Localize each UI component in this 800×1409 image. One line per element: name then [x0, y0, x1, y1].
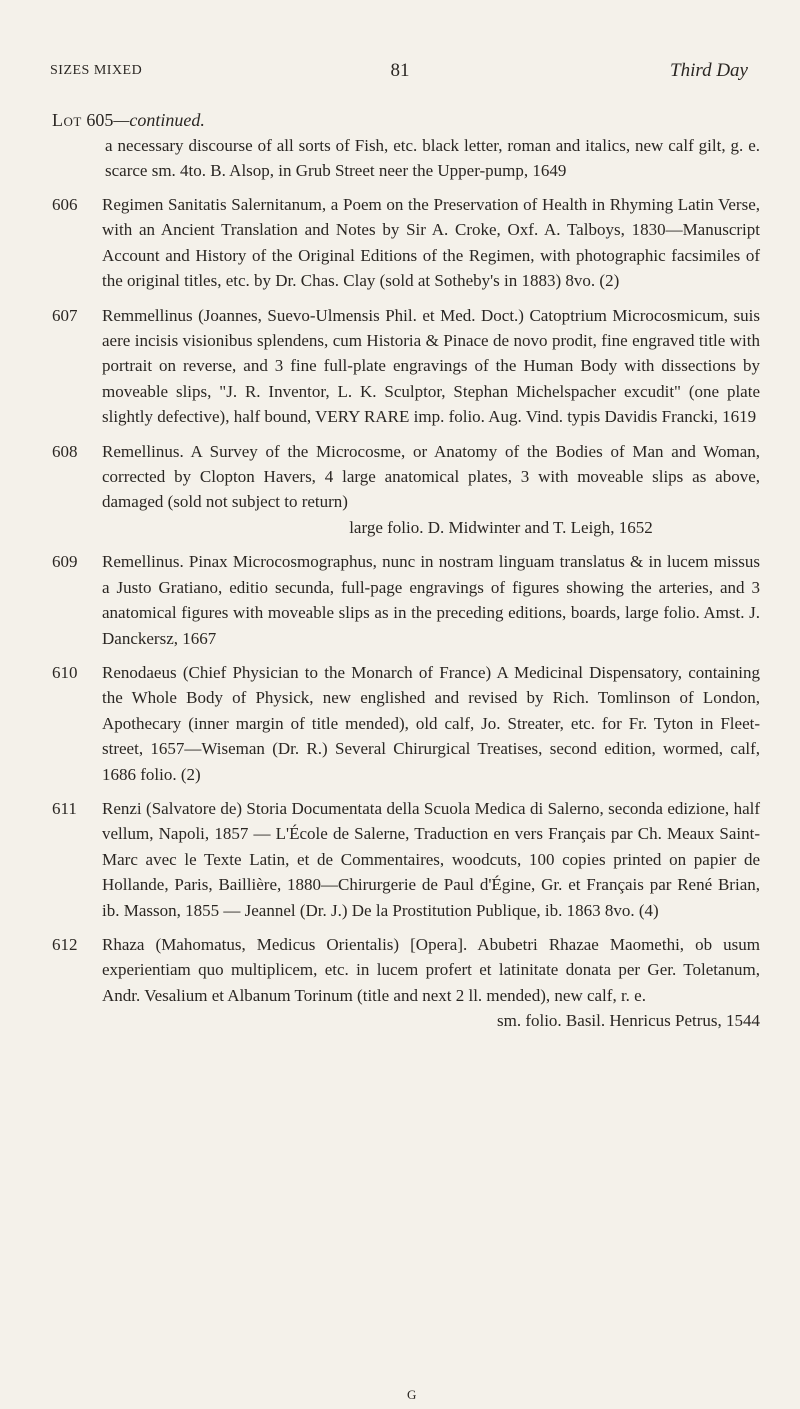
lot-number: 612 — [52, 934, 78, 954]
lot-entry — [52, 796, 760, 923]
continuation-text: a necessary discourse of all sorts of Fish, etc. black letter, roman and italics, new calf gilt, g. e. scarce sm. 4to. B. Alsop, in Grub Street neer the Upper-pump, 1649 — [105, 136, 760, 180]
lot-description — [102, 192, 760, 294]
lot-entry — [52, 660, 760, 787]
signature-mark: G — [407, 1387, 417, 1402]
lot-entry — [52, 932, 760, 1034]
lot-description — [102, 303, 760, 430]
lot-number: 605 — [86, 110, 114, 130]
lot-entry — [52, 549, 760, 651]
lot-description — [102, 796, 760, 923]
lot-text: Remellinus. A Survey of the Microcosme, or Anatomy of the Bodies of Man and Woman, corrected by Clopton Havers, 4 large anatomical plates, 3 with moveable slips as above, damaged (sold not subject to return) — [102, 441, 760, 512]
lot-text: Regimen Sanitatis Salernitanum, a Poem on the Preservation of Health in Rhyming Latin Verse, with an Ancient Translation and Notes by Sir A. Croke, Oxf. A. Talboys, 1830—Manuscript Account and History of the Original Editions of the Regimen, with photographic facsimiles of the original titles, etc. by Dr. Chas. Clay (sold at Sotheby's in 1883) 8vo. (2) — [102, 195, 760, 291]
lot-imprint: sm. folio. Basil. Henricus Petrus, 1544 — [496, 1011, 760, 1031]
lot-label: Lot — [52, 110, 82, 130]
page-number: 81 — [390, 60, 410, 81]
lot-imprint: large folio. D. Midwinter and T. Leigh, 1652 — [349, 517, 653, 537]
lot-number: 607 — [52, 305, 78, 325]
lot-number: 606 — [52, 195, 78, 214]
lot-description — [102, 932, 760, 1034]
lot-text: Remellinus. Pinax Microcosmographus, nunc in nostram linguam translatus & in lucem missus a Justo Gratiano, editio secunda, full-page engravings of figures showing the arteries, and 3 anatomical figures with moveable slips as in the preceding editions, boards, large folio. Amst. J. Danckersz, 1667 — [102, 552, 760, 648]
lot-number: 610 — [52, 662, 78, 682]
lot-number: 611 — [52, 798, 77, 818]
lot-text: Rhaza (Mahomatus, Medicus Orientalis) [Opera]. Abubetri Rhazae Maomethi, ob usum experientiam quo multiplicem, etc. in lucem profert et latinitate donata per Ger. Toletanum, Andr. Vesalium et Albanum Torinum (title and next 2 ll. mended), new calf, r. e. — [102, 934, 760, 1005]
lot-number: 608 — [52, 441, 78, 461]
continued-label: —continued. — [113, 110, 205, 130]
lot-text: Renzi (Salvatore de) Storia Documentata della Scuola Medica di Salerno, seconda edizione, half vellum, Napoli, 1857 — L'École de Salerne, Traduction en vers Français par Ch. Meaux Saint-Marc avec le Texte Latin, et de Commentaires, woodcuts, 100 copies printed on papier de Hollande, Paris, Baillière, 1880—Chirurgerie de Paul d'Égine, Gr. et Français par René Brian, ib. Masson, 1855 — Jeannel (Dr. J.) De la Prostitution Publique, ib. 1863 8vo. (4) — [102, 798, 760, 920]
lot-number: 609 — [52, 552, 78, 572]
lot-description — [102, 660, 760, 787]
lot-description — [102, 549, 760, 651]
lot-list — [52, 192, 760, 1034]
lot-entry — [52, 192, 760, 294]
lot-description — [102, 439, 760, 541]
lot-text: Renodaeus (Chief Physician to the Monarch of France) A Medicinal Dispensatory, containing the Whole Body of Physick, new englished and revised by Rich. Tomlinson of London, Apothecary (inner margin of title mended), old calf, Jo. Streater, etc. for Fr. Tyton in Fleet-street, 1657—Wiseman (Dr. R.) Several Chirurgical Treatises, second edition, wormed, calf, 1686 folio. (2) — [102, 662, 760, 784]
continuation-heading — [52, 108, 760, 133]
lot-entry — [52, 303, 760, 430]
running-head-left: SIZES MIXED — [50, 63, 143, 78]
lot-entry — [52, 439, 760, 541]
page-header — [0, 60, 800, 90]
catalogue-body — [52, 108, 760, 1034]
running-head-right: Third Day — [670, 60, 748, 81]
lot-text: Remmellinus (Joannes, Suevo-Ulmensis Phil. et Med. Doct.) Catoptrium Microcosmicum, suis aere incisis visionibus splendens, cum Historia & Pinace de novo prodit, fine engraved title with portrait on reverse, and 3 fine full-plate engravings of the Human Body with dissections by moveable slips, "J. R. Inventor, L. K. Sculptor, Stephan Michelspacher excudit" (one plate slightly defective), half bound, VERY RARE imp. folio. Aug. Vind. typis Davidis Francki, 1619 — [102, 305, 760, 427]
